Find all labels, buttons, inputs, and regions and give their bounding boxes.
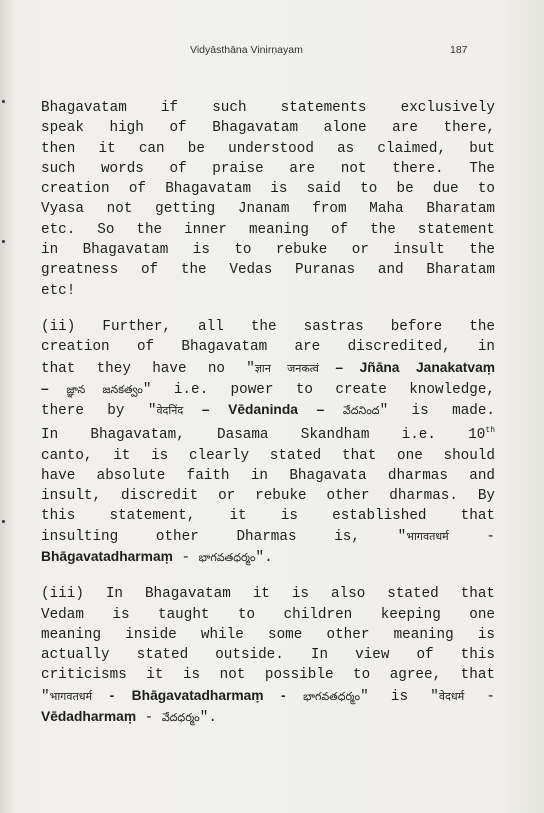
text-line: (ii) Further, all the sastras before the — [41, 318, 495, 335]
paragraph-2 — [41, 317, 495, 568]
transliteration: Bhāgavatadharmaṃ — [41, 549, 173, 564]
text-line: criticisms it is not possible to agree, that — [41, 667, 495, 684]
text-line: actually stated outside. In view of this — [41, 647, 495, 664]
devanagari-term: ज्ञान जनकत्वं — [254, 361, 319, 375]
text-line — [41, 358, 495, 379]
text-line — [41, 421, 495, 445]
text-line: Vyasa not getting Jnanam from Maha Bharatam — [41, 201, 495, 218]
text-run: ". — [199, 710, 217, 727]
text-line — [41, 707, 495, 728]
text-run: there by " — [41, 403, 157, 420]
text-line: insult, discredit or rebuke other dharmas. By — [41, 488, 495, 505]
running-title: Vidyāsthāna Vinirṇayam — [190, 44, 303, 56]
page-number: 187 — [450, 44, 468, 56]
devanagari-term: भागवतधर्म — [406, 529, 449, 543]
text-run: " is made. — [379, 403, 496, 420]
text-line — [41, 400, 495, 421]
text-run: " — [41, 688, 50, 705]
text-line: such words of praise are not there. The — [41, 160, 495, 177]
superscript: th — [485, 426, 495, 436]
body-text — [41, 98, 495, 744]
text-run: In Bhagavatam, Dasama Skandham i.e. 10 — [41, 427, 486, 444]
text-run: insulting other Dharmas is, " — [41, 528, 407, 545]
text-line: creation of Bhagavatam is said to be due to — [41, 181, 495, 198]
telugu-term: వేదనింద — [342, 404, 380, 418]
text-run: - — [172, 550, 199, 566]
margin-speck — [2, 240, 5, 243]
text-line: Vedam is taught to children keeping one — [41, 606, 495, 623]
telugu-term: భాగవతధర్మం — [198, 551, 256, 564]
text-line: in Bhagavatam is to rebuke or insult the — [41, 242, 495, 259]
text-line: meaning inside while some other meaning is — [41, 626, 495, 643]
devanagari-term: वेदधर्म — [438, 689, 465, 703]
text-run: - — [136, 710, 162, 727]
text-line — [41, 547, 495, 568]
paragraph-3 — [41, 584, 495, 728]
transliteration: – Vēdaninda – — [183, 402, 343, 418]
text-line — [41, 686, 495, 707]
text-run: " i.e. power to create knowledge, — [142, 381, 496, 398]
text-line: this statement, it is established that — [41, 508, 495, 525]
text-run: - — [464, 688, 495, 705]
text-line: speak high of Bhagavatam alone are there, — [41, 120, 495, 137]
page-header — [0, 44, 544, 60]
devanagari-term: वेदनिंद — [156, 404, 184, 418]
text-line: greatness of the Vedas Puranas and Bharatam — [41, 262, 495, 279]
text-line: have absolute faith in Bhagavata dharmas and — [41, 467, 495, 484]
telugu-term: వేదధర్మం — [161, 711, 200, 725]
telugu-term: భాగవతధర్మం — [303, 689, 361, 703]
margin-speck — [2, 100, 5, 103]
text-line: etc! — [41, 282, 76, 299]
paragraph-1 — [41, 98, 495, 301]
telugu-term: జ్ఞాన జనకత్వం — [66, 382, 143, 396]
text-run: that they have no " — [41, 360, 255, 377]
transliteration: Jñāna Janakatvaṃ — [359, 359, 496, 375]
text-line: then it can be understood as claimed, but — [41, 140, 495, 157]
text-line — [41, 379, 495, 400]
text-line: etc. So the inner meaning of the statement — [41, 221, 495, 238]
text-line — [41, 527, 495, 547]
transliteration: - Bhāgavatadharmaṃ - — [92, 687, 304, 703]
text-run: " is " — [360, 688, 439, 705]
text-run: – — [318, 359, 360, 375]
text-run: - — [448, 528, 495, 545]
text-line: (iii) In Bhagavatam it is also stated that — [41, 586, 495, 603]
margin-speck — [2, 520, 5, 523]
transliteration: Vēdadharmaṃ — [41, 709, 137, 725]
text-line: creation of Bhagavatam are discredited, in — [41, 339, 495, 356]
text-run: – — [41, 380, 67, 396]
devanagari-term: भागवतधर्म — [49, 689, 93, 703]
text-run: ". — [255, 550, 273, 566]
text-line: Bhagavatam if such statements exclusively — [41, 100, 495, 116]
text-line: canto, it is clearly stated that one should — [41, 447, 495, 464]
